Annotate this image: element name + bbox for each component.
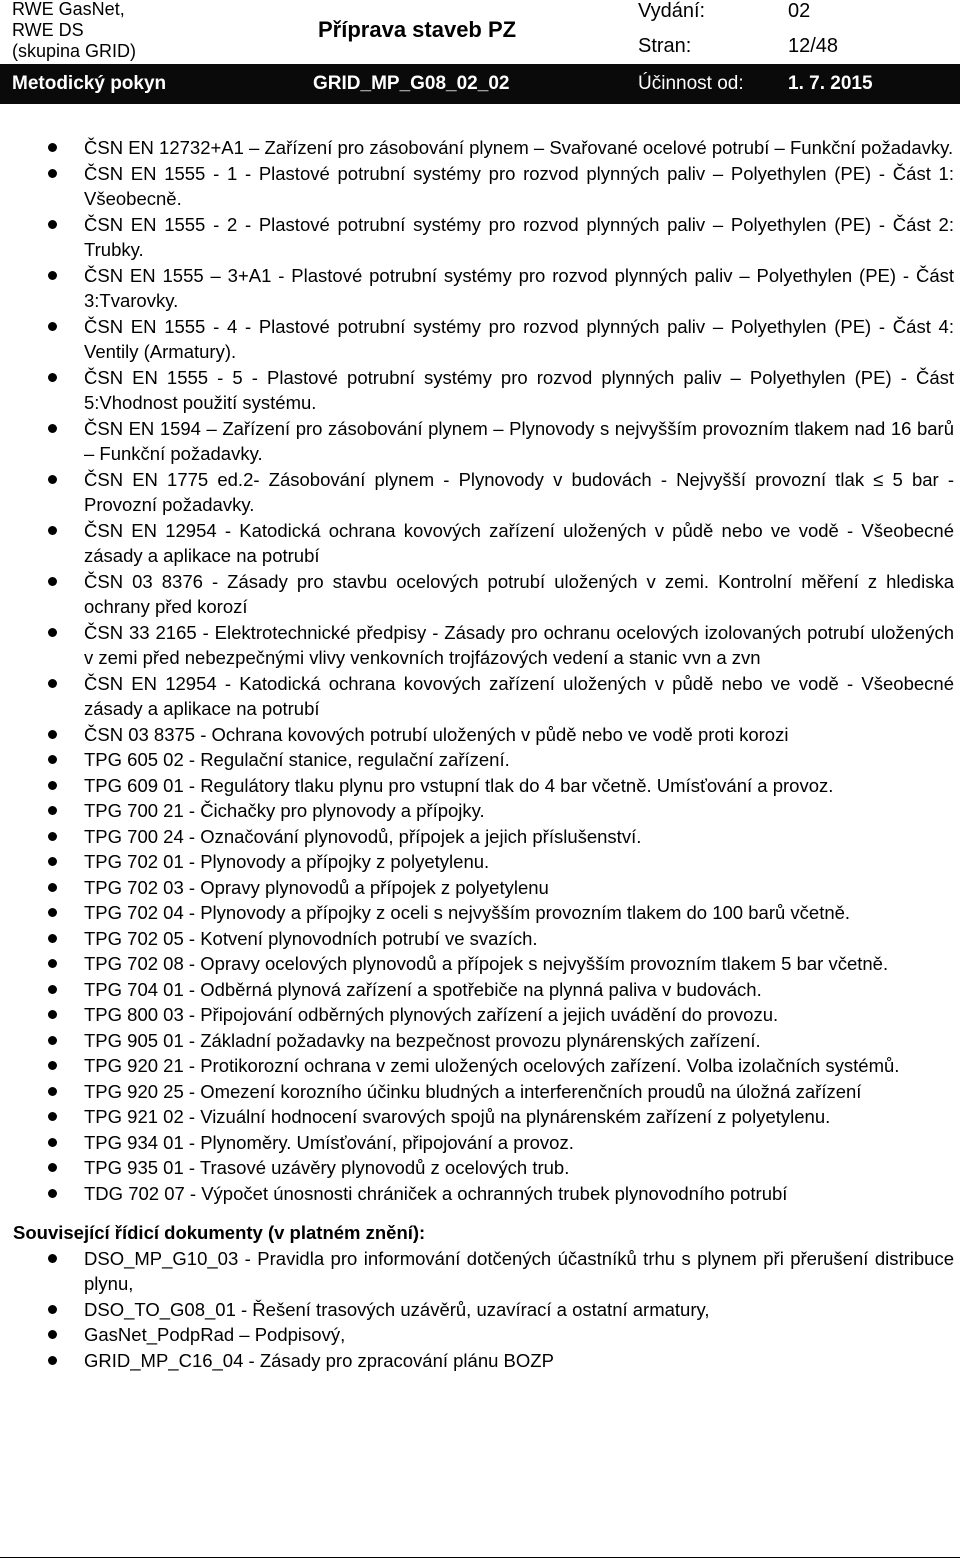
standard-item (0, 467, 960, 518)
bullet-icon (48, 169, 57, 178)
bullet-icon (48, 1163, 57, 1172)
standard-item-text: ČSN EN 1555 – 3+A1 - Plastové potrubní systémy pro rozvod plynných paliv – Polyethylen (PE) - Část 3:Tvarovky. (84, 264, 954, 311)
bullet-icon (48, 577, 57, 586)
standard-item (0, 518, 960, 569)
standard-item (0, 135, 960, 161)
standard-item-text: TPG 702 05 - Kotvení plynovodních potrubí ve svazích. (84, 927, 538, 949)
standard-item-text: TPG 920 21 - Protikorozní ochrana v zemi uložených ocelových zařízení. Volba izolačních systémů. (84, 1055, 900, 1076)
standard-item (0, 1028, 960, 1054)
bullet-icon (48, 832, 57, 841)
bullet-icon (48, 424, 57, 433)
standard-item-text: ČSN EN 12954 - Katodická ochrana kovových zařízení uložených v půdě nebo ve vodě - Všeobecné zásady a aplikace na potrubí (84, 672, 954, 719)
bullet-icon (48, 1138, 57, 1147)
org-name-line1: RWE GasNet, (12, 0, 125, 19)
related-document-item (0, 1246, 960, 1297)
bullet-icon (48, 755, 57, 764)
bullet-icon (48, 985, 57, 994)
related-document-item-text: DSO_MP_G10_03 - Pravidla pro informování dotčených účastníků trhu s plynem při přerušení distribuce plynu, (84, 1247, 954, 1294)
bullet-icon (48, 526, 57, 535)
bullet-icon (48, 959, 57, 968)
standard-item-text: TPG 700 21 - Čichačky pro plynovody a přípojky. (84, 800, 485, 821)
standard-item (0, 1002, 960, 1028)
standard-item-text: ČSN EN 1555 - 5 - Plastové potrubní systémy pro rozvod plynných paliv – Polyethylen (PE) - Část 5:Vhodnost použití systému. (84, 366, 954, 413)
standard-item-text: TPG 702 01 - Plynovody a přípojky z polyetylenu. (84, 851, 490, 872)
related-documents-heading: Související řídicí dokumenty (v platném znění): (13, 1222, 426, 1243)
standards-list (0, 135, 960, 1206)
document-code: GRID_MP_G08_02_02 (313, 73, 510, 94)
bullet-icon (48, 628, 57, 637)
standard-item (0, 1079, 960, 1105)
standard-item (0, 900, 960, 926)
bullet-icon (48, 883, 57, 892)
standard-item-text: TPG 905 01 - Základní požadavky na bezpečnost provozu plynárenských zařízení. (84, 1029, 761, 1051)
bullet-icon (48, 1112, 57, 1121)
document-body (0, 135, 960, 1373)
standard-item (0, 1104, 960, 1130)
bullet-icon (48, 322, 57, 331)
standard-item (0, 1155, 960, 1181)
standard-item-text: TPG 702 03 - Opravy plynovodů a přípojek z polyetylenu (84, 876, 549, 898)
related-document-item-text: DSO_TO_G08_01 - Řešení trasových uzávěrů, uzavírací a ostatní armatury, (84, 1298, 710, 1320)
bullet-icon (48, 1010, 57, 1019)
bullet-icon (48, 1330, 57, 1339)
standard-item (0, 1130, 960, 1156)
standard-item-text: TPG 702 08 - Opravy ocelových plynovodů a přípojek s nejvyšším provozním tlakem 5 bar včetně. (84, 953, 889, 974)
standard-item-text: TPG 702 04 - Plynovody a přípojky z oceli s nejvyšším provozním tlakem do 100 barů včetně. (84, 902, 851, 923)
standard-item (0, 212, 960, 263)
standard-item (0, 416, 960, 467)
bullet-icon (48, 373, 57, 382)
standard-item (0, 722, 960, 748)
standard-item-text: ČSN EN 1555 - 2 - Plastové potrubní systémy pro rozvod plynných paliv – Polyethylen (PE) - Část 2: Trubky. (84, 213, 954, 260)
standard-item-text: ČSN 03 8376 - Zásady pro stavbu ocelových potrubí uložených v zemi. Kontrolní měření z hlediska ochrany před korozí (84, 570, 954, 617)
standard-item (0, 569, 960, 620)
bullet-icon (48, 730, 57, 739)
standard-item-text: TPG 920 25 - Omezení korozního účinku bludných a interferenčních proudů na úložná zařízení (84, 1080, 862, 1102)
bullet-icon (48, 934, 57, 943)
bullet-icon (48, 475, 57, 484)
page-value: 12/48 (788, 35, 839, 57)
document-title: Příprava staveb PZ (318, 17, 517, 42)
bullet-icon (48, 220, 57, 229)
issue-label: Vydání: (638, 0, 706, 22)
standard-item (0, 161, 960, 212)
standard-item-text: ČSN EN 1555 - 4 - Plastové potrubní systémy pro rozvod plynných paliv – Polyethylen (PE) - Část 4: Ventily (Armatury). (84, 315, 954, 362)
standard-item (0, 747, 960, 773)
standard-item (0, 773, 960, 799)
bullet-icon (48, 1356, 57, 1365)
standard-item (0, 263, 960, 314)
standard-item-text: TPG 700 24 - Označování plynovodů, přípojek a jejich příslušenství. (84, 825, 642, 847)
standard-item (0, 951, 960, 977)
related-document-item (0, 1297, 960, 1323)
standard-item-text: TPG 800 03 - Připojování odběrných plynových zařízení a jejich uvádění do provozu. (84, 1004, 779, 1025)
document-type: Metodický pokyn (12, 73, 167, 94)
standard-item (0, 365, 960, 416)
standard-item (0, 671, 960, 722)
bullet-icon (48, 1036, 57, 1045)
related-document-item (0, 1348, 960, 1374)
standard-item-text: ČSN EN 1775 ed.2- Zásobování plynem - Plynovody v budovách - Nejvyšší provozní tlak ≤ 5 bar - Provozní požadavky. (84, 468, 954, 515)
standard-item-text: ČSN 03 8375 - Ochrana kovových potrubí uložených v půdě nebo ve vodě proti korozi (84, 723, 789, 745)
standard-item-text: ČSN EN 1555 - 1 - Plastové potrubní systémy pro rozvod plynných paliv – Polyethylen (PE) - Část 1: Všeobecně. (84, 162, 954, 209)
related-document-item-text: GasNet_PodpRad – Podpisový, (84, 1324, 346, 1345)
standard-item-text: TPG 605 02 - Regulační stanice, regulační zařízení. (84, 749, 510, 770)
bullet-icon (48, 1254, 57, 1263)
standard-item-text: TPG 704 01 - Odběrná plynová zařízení a spotřebiče na plynná paliva v budovách. (84, 978, 762, 1000)
bullet-icon (48, 857, 57, 866)
bullet-icon (48, 806, 57, 815)
standard-item (0, 314, 960, 365)
footer-divider (0, 1557, 960, 1558)
standard-item-text: TPG 935 01 - Trasové uzávěry plynovodů z ocelových trub. (84, 1157, 570, 1178)
standard-item-text: TPG 921 02 - Vizuální hodnocení svarových spojů na plynárenském zařízení z polyetylenu. (84, 1106, 831, 1127)
effective-date: 1. 7. 2015 (788, 73, 873, 94)
bullet-icon (48, 1305, 57, 1314)
standard-item (0, 798, 960, 824)
standard-item-text: ČSN EN 12954 - Katodická ochrana kovových zařízení uložených v půdě nebo ve vodě - Všeobecné zásady a aplikace na potrubí (84, 519, 954, 566)
related-documents-list (0, 1246, 960, 1374)
standard-item (0, 875, 960, 901)
document-header (0, 0, 960, 104)
standard-item (0, 1053, 960, 1079)
org-name-line2: RWE DS (12, 20, 84, 40)
standard-item-text: TPG 609 01 - Regulátory tlaku plynu pro vstupní tlak do 4 bar včetně. Umísťování a provoz. (84, 774, 834, 796)
bullet-icon (48, 1087, 57, 1096)
standard-item (0, 620, 960, 671)
standard-item-text: ČSN 33 2165 - Elektrotechnické předpisy - Zásady pro ochranu ocelových izolovaných potrubí uložených v zemi před nebezpečnými vlivy venkovních trojfázových vedení a stanic vvn a zvn (84, 621, 954, 668)
bullet-icon (48, 781, 57, 790)
issue-value: 02 (788, 0, 811, 22)
related-document-item-text: GRID_MP_C16_04 - Zásady pro zpracování plánu BOZP (84, 1349, 554, 1371)
bullet-icon (48, 143, 57, 152)
bullet-icon (48, 908, 57, 917)
bullet-icon (48, 679, 57, 688)
standard-item-text: TDG 702 07 - Výpočet únosnosti chrániček a ochranných trubek plynovodního potrubí (84, 1182, 788, 1204)
bullet-icon (48, 271, 57, 280)
standard-item (0, 977, 960, 1003)
standard-item (0, 849, 960, 875)
standard-item (0, 1181, 960, 1207)
org-name-line3: (skupina GRID) (12, 41, 137, 61)
standard-item (0, 824, 960, 850)
effective-label: Účinnost od: (638, 73, 744, 94)
standard-item-text: ČSN EN 1594 – Zařízení pro zásobování plynem – Plynovody s nejvyšším provozním tlakem nad 16 barů – Funkční požadavky. (84, 417, 954, 464)
page-label: Stran: (638, 35, 692, 57)
bullet-icon (48, 1189, 57, 1198)
standard-item-text: TPG 934 01 - Plynoměry. Umísťování, připojování a provoz. (84, 1131, 574, 1153)
standard-item (0, 926, 960, 952)
standard-item-text: ČSN EN 12732+A1 – Zařízení pro zásobování plynem – Svařované ocelové potrubí – Funkční požadavky. (84, 137, 954, 158)
bullet-icon (48, 1061, 57, 1070)
related-document-item (0, 1322, 960, 1348)
